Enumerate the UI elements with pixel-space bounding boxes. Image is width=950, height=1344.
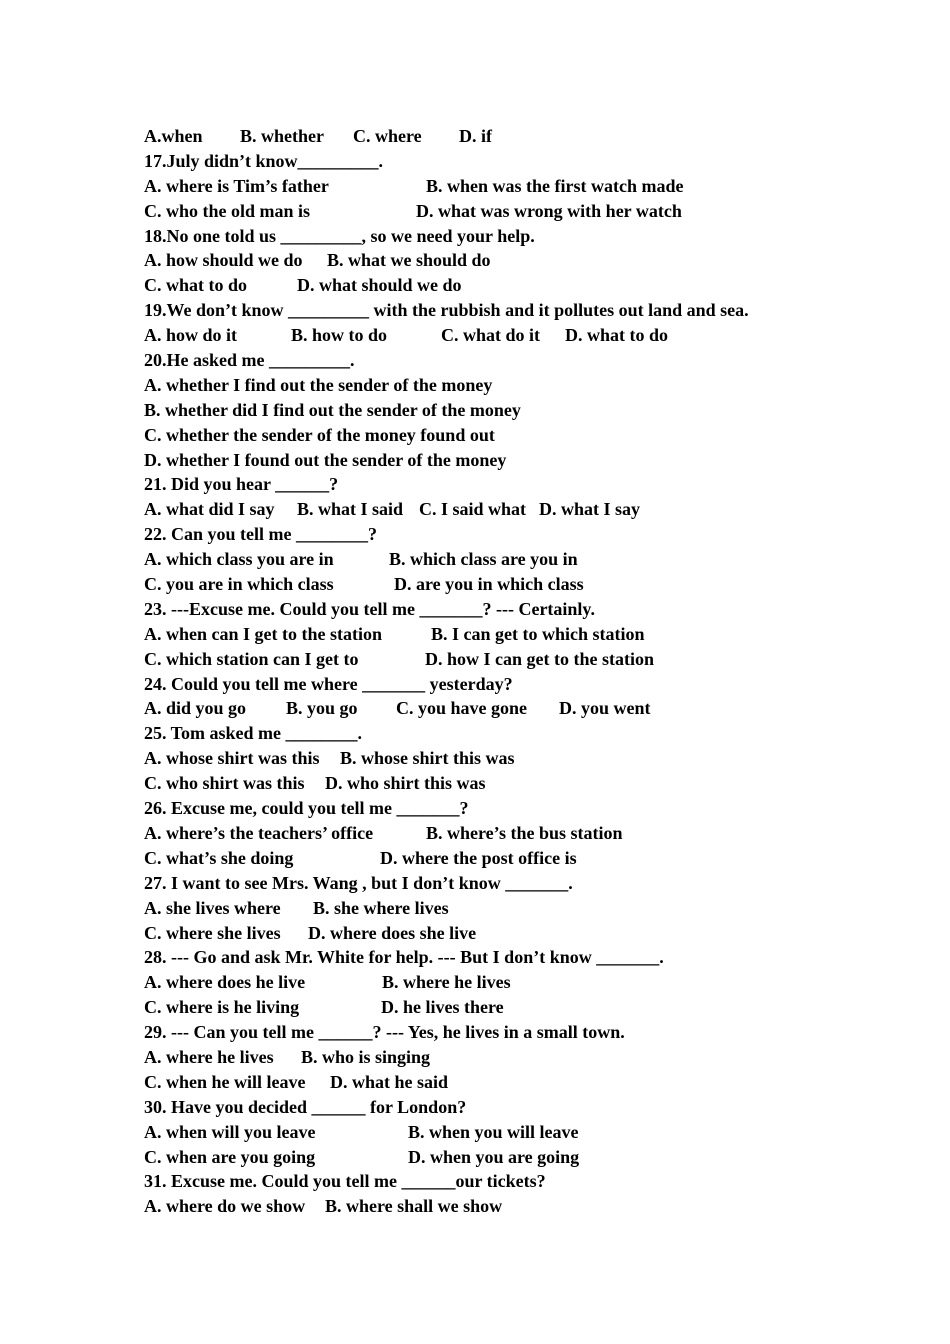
option-text: C. what’s she doing	[144, 847, 294, 868]
option-text: C. who the old man is	[144, 200, 311, 221]
option-text: A. did you go	[144, 698, 247, 719]
option-text: C. where	[353, 126, 422, 146]
text-line	[144, 672, 844, 697]
question-text: 27. I want to see Mrs. Wang , but I don’t know _______.	[144, 872, 573, 893]
text-line	[144, 472, 844, 497]
option-text: C. when he will leave	[144, 1071, 306, 1092]
question-text: 21. Did you hear ______?	[144, 474, 339, 495]
option-text: D. what I say	[539, 499, 641, 520]
option-text: A. where do we show	[144, 1196, 306, 1217]
option-text: D. what he said	[330, 1071, 449, 1092]
option-text: B. which class are you in	[389, 549, 578, 570]
text-line	[144, 821, 844, 846]
option-text: A. how do it	[144, 325, 238, 346]
option-text: A. where he lives	[144, 1046, 274, 1067]
text-line	[144, 298, 844, 323]
option-text: C. which station can I get to	[144, 648, 359, 669]
text-line	[144, 497, 844, 522]
option-text: B. when you will leave	[408, 1121, 579, 1142]
option-text: B. she where lives	[313, 897, 449, 918]
text-line	[144, 199, 844, 224]
option-text: B. how to do	[291, 325, 388, 346]
text-line	[144, 746, 844, 771]
option-text: A. whose shirt was this	[144, 748, 320, 769]
option-text: A. when will you leave	[144, 1121, 316, 1142]
option-text: B. you go	[286, 698, 358, 719]
text-line	[144, 1194, 844, 1219]
text-line	[144, 995, 844, 1020]
option-text: A. she lives where	[144, 897, 281, 918]
option-text: D. what was wrong with her watch	[416, 200, 682, 221]
option-text: A.when	[144, 126, 203, 146]
option-text: D. he lives there	[381, 997, 504, 1018]
option-text: C. what to do	[144, 275, 248, 296]
text-line	[144, 945, 844, 970]
text-line	[144, 647, 844, 672]
question-text: 19.We don’t know _________ with the rubbish and it pollutes out land and sea.	[144, 300, 749, 321]
option-text: D. you went	[559, 698, 651, 719]
question-text: 23. ---Excuse me. Could you tell me _______? --- Certainly.	[144, 598, 595, 619]
text-line	[144, 248, 844, 273]
option-text: A. where does he live	[144, 972, 306, 993]
option-text: B. where’s the bus station	[426, 822, 623, 843]
question-text: A. whether I find out the sender of the money	[144, 374, 493, 395]
question-text: 30. Have you decided ______ for London?	[144, 1096, 467, 1117]
question-text: 29. --- Can you tell me ______? --- Yes, he lives in a small town.	[144, 1022, 625, 1043]
option-text: B. where he lives	[382, 972, 511, 993]
option-text: D. when you are going	[408, 1146, 580, 1167]
option-text: B. who is singing	[301, 1046, 431, 1067]
option-text: A. where’s the teachers’ office	[144, 822, 374, 843]
option-text: B. whose shirt this was	[340, 748, 515, 769]
question-text: 24. Could you tell me where _______ yesterday?	[144, 673, 513, 694]
document-page	[144, 124, 844, 1219]
question-text: 28. --- Go and ask Mr. White for help. --- But I don’t know _______.	[144, 947, 664, 968]
text-line	[144, 1045, 844, 1070]
text-line	[144, 398, 844, 423]
question-text: 17.July didn’t know_________.	[144, 150, 384, 171]
option-text: A. when can I get to the station	[144, 623, 382, 644]
option-text: D. what should we do	[297, 275, 462, 296]
text-line	[144, 448, 844, 473]
text-line	[144, 696, 844, 721]
question-text: 22. Can you tell me ________?	[144, 524, 377, 545]
option-text: D. where the post office is	[380, 847, 577, 868]
text-line	[144, 721, 844, 746]
text-line	[144, 1145, 844, 1170]
question-text: 18.No one told us _________, so we need your help.	[144, 225, 535, 246]
option-text: B. what we should do	[327, 250, 491, 271]
option-text: A. how should we do	[144, 250, 303, 271]
option-text: A. where is Tim’s father	[144, 175, 329, 196]
text-line	[144, 273, 844, 298]
text-line	[144, 921, 844, 946]
text-line	[144, 970, 844, 995]
question-text: 26. Excuse me, could you tell me _______?	[144, 798, 469, 819]
text-line	[144, 373, 844, 398]
text-line	[144, 1169, 844, 1194]
text-line	[144, 423, 844, 448]
option-text: D. if	[459, 126, 492, 146]
text-line	[144, 174, 844, 199]
option-text: C. you have gone	[396, 698, 528, 719]
question-text: C. whether the sender of the money found out	[144, 424, 495, 445]
text-line	[144, 1020, 844, 1045]
text-line	[144, 1120, 844, 1145]
text-line	[144, 1070, 844, 1095]
text-line	[144, 323, 844, 348]
question-text: D. whether I found out the sender of the money	[144, 449, 507, 470]
question-text: 20.He asked me _________.	[144, 350, 355, 371]
option-text: D. where does she live	[308, 922, 477, 943]
text-line	[144, 1095, 844, 1120]
question-text: 25. Tom asked me ________.	[144, 723, 363, 744]
option-text: A. which class you are in	[144, 549, 334, 570]
option-text: B. where shall we show	[325, 1196, 503, 1217]
option-text: A. what did I say	[144, 499, 275, 520]
option-text: D. how I can get to the station	[425, 648, 654, 669]
text-line	[144, 622, 844, 647]
text-line	[144, 572, 844, 597]
text-line	[144, 522, 844, 547]
text-line	[144, 597, 844, 622]
question-text: 31. Excuse me. Could you tell me ______our tickets?	[144, 1171, 546, 1192]
option-text: C. you are in which class	[144, 574, 334, 595]
option-text: B. what I said	[297, 499, 404, 520]
question-text: B. whether did I find out the sender of the money	[144, 399, 521, 420]
text-line	[144, 896, 844, 921]
text-line	[144, 871, 844, 896]
text-line	[144, 149, 844, 174]
text-line	[144, 796, 844, 821]
text-line	[144, 348, 844, 373]
option-text: C. when are you going	[144, 1146, 316, 1167]
option-text: B. whether	[240, 126, 324, 146]
option-text: D. are you in which class	[394, 574, 584, 595]
option-text: C. where is he living	[144, 997, 300, 1018]
text-line	[144, 547, 844, 572]
option-text: C. I said what	[419, 499, 527, 520]
option-text: C. what do it	[441, 325, 541, 346]
text-line	[144, 771, 844, 796]
option-text: D. what to do	[565, 325, 669, 346]
option-text: B. when was the first watch made	[426, 175, 684, 196]
option-text: D. who shirt this was	[325, 773, 486, 794]
text-line	[144, 224, 844, 249]
text-line	[144, 124, 844, 149]
option-text: C. who shirt was this	[144, 773, 305, 794]
option-text: C. where she lives	[144, 922, 281, 943]
text-line	[144, 846, 844, 871]
option-text: B. I can get to which station	[431, 623, 645, 644]
